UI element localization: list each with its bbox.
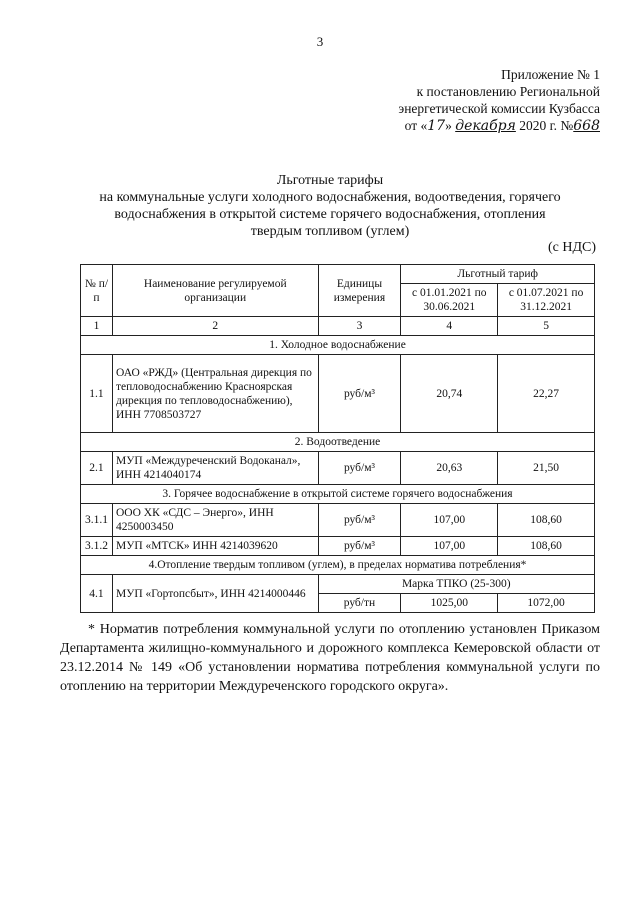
row-unit: руб/м³: [318, 537, 401, 556]
section-heating: 4.Отопление твердым топливом (углем), в пределах норматива потребления*: [81, 556, 595, 575]
title-line-4: твердым топливом (углем): [250, 224, 410, 239]
row-unit: руб/м³: [318, 452, 401, 485]
title-line-3: водоснабжения в открытой системе горячего водоснабжения, отопления: [114, 207, 546, 222]
col-number: 2: [112, 317, 318, 336]
col-number: 4: [401, 317, 498, 336]
row-value-2: 22,27: [498, 355, 595, 433]
appendix-line-3: энергетической комиссии Кузбасса: [398, 101, 600, 116]
row-value-1: 20,63: [401, 452, 498, 485]
appendix-date-line: [380, 117, 600, 135]
table-row: [81, 537, 595, 556]
section-hot-water: 3. Горячее водоснабжение в открытой системе горячего водоснабжения: [81, 485, 595, 504]
section-row: [81, 485, 595, 504]
col-number: 5: [498, 317, 595, 336]
row-num: 1.1: [81, 355, 113, 433]
document-title: [60, 172, 600, 240]
title-line-2: на коммунальные услуги холодного водоснабжения, водоотведения, горячего: [99, 190, 561, 205]
row-org: МУП «Гортопсбыт», ИНН 4214000446: [112, 575, 318, 613]
date-prefix: от «: [404, 118, 428, 133]
row-num: 3.1.1: [81, 504, 113, 537]
header-unit: Единицы измерения: [318, 265, 401, 317]
row-num: 2.1: [81, 452, 113, 485]
section-wastewater: 2. Водоотведение: [81, 433, 595, 452]
date-day: 17: [427, 118, 446, 134]
row-num: 4.1: [81, 575, 113, 613]
header-org: Наименование регулируемой организации: [112, 265, 318, 317]
row-value-2: 108,60: [498, 537, 595, 556]
row-fuel-brand: Марка ТПКО (25-300): [318, 575, 594, 594]
row-value-1: 107,00: [401, 537, 498, 556]
appendix-header: [380, 66, 600, 135]
tariff-table: [80, 264, 595, 613]
section-row: [81, 433, 595, 452]
column-number-row: [81, 317, 595, 336]
header-tariff: Льготный тариф: [401, 265, 595, 284]
table-row: [81, 575, 595, 594]
table-row: [81, 504, 595, 537]
col-number: 3: [318, 317, 401, 336]
row-value-2: 1072,00: [498, 594, 595, 613]
row-value-2: 21,50: [498, 452, 595, 485]
footnote-text: * Норматив потребления коммунальной услуги по отоплению установлен Приказом Департамента жилищно-коммунального и дорожного комплекса Кемеровской области от 23.12.2014 № 149 «Об установлении норматива потребления коммунальной услуги по отоплению на территории Междуреченского городского округа».: [60, 622, 600, 694]
row-value-1: 20,74: [401, 355, 498, 433]
row-num: 3.1.2: [81, 537, 113, 556]
row-unit: руб/тн: [318, 594, 401, 613]
vat-note: (с НДС): [547, 240, 596, 255]
footnote: [60, 620, 600, 696]
row-unit: руб/м³: [318, 504, 401, 537]
col-number: 1: [81, 317, 113, 336]
date-month: декабря: [455, 118, 516, 134]
row-value-2: 108,60: [498, 504, 595, 537]
date-mid: »: [445, 118, 452, 133]
section-row: [81, 336, 595, 355]
table-row: [81, 355, 595, 433]
row-value-1: 107,00: [401, 504, 498, 537]
title-line-1: Льготные тарифы: [276, 173, 384, 188]
appendix-line-2: к постановлению Региональной: [416, 84, 600, 99]
row-org: ОАО «РЖД» (Центральная дирекция по тепловодоснабжению Красноярская дирекция по тепловодоснабжению), ИНН 7708503727: [112, 355, 318, 433]
section-cold-water: 1. Холодное водоснабжение: [81, 336, 595, 355]
row-org: МУП «МТСК» ИНН 4214039620: [112, 537, 318, 556]
document-number: 668: [573, 118, 600, 134]
section-row: [81, 556, 595, 575]
header-row-1: [81, 265, 595, 284]
page-number: 3: [316, 34, 324, 49]
header-period-1: с 01.01.2021 по 30.06.2021: [401, 284, 498, 317]
appendix-line-1: Приложение № 1: [501, 67, 600, 82]
row-value-1: 1025,00: [401, 594, 498, 613]
header-period-2: с 01.07.2021 по 31.12.2021: [498, 284, 595, 317]
row-org: МУП «Междуреченский Водоканал», ИНН 4214040174: [112, 452, 318, 485]
header-num: № п/п: [81, 265, 113, 317]
table-row: [81, 452, 595, 485]
date-year: 2020 г. №: [519, 118, 574, 133]
row-unit: руб/м³: [318, 355, 401, 433]
row-org: ООО ХК «СДС – Энерго», ИНН 4250003450: [112, 504, 318, 537]
